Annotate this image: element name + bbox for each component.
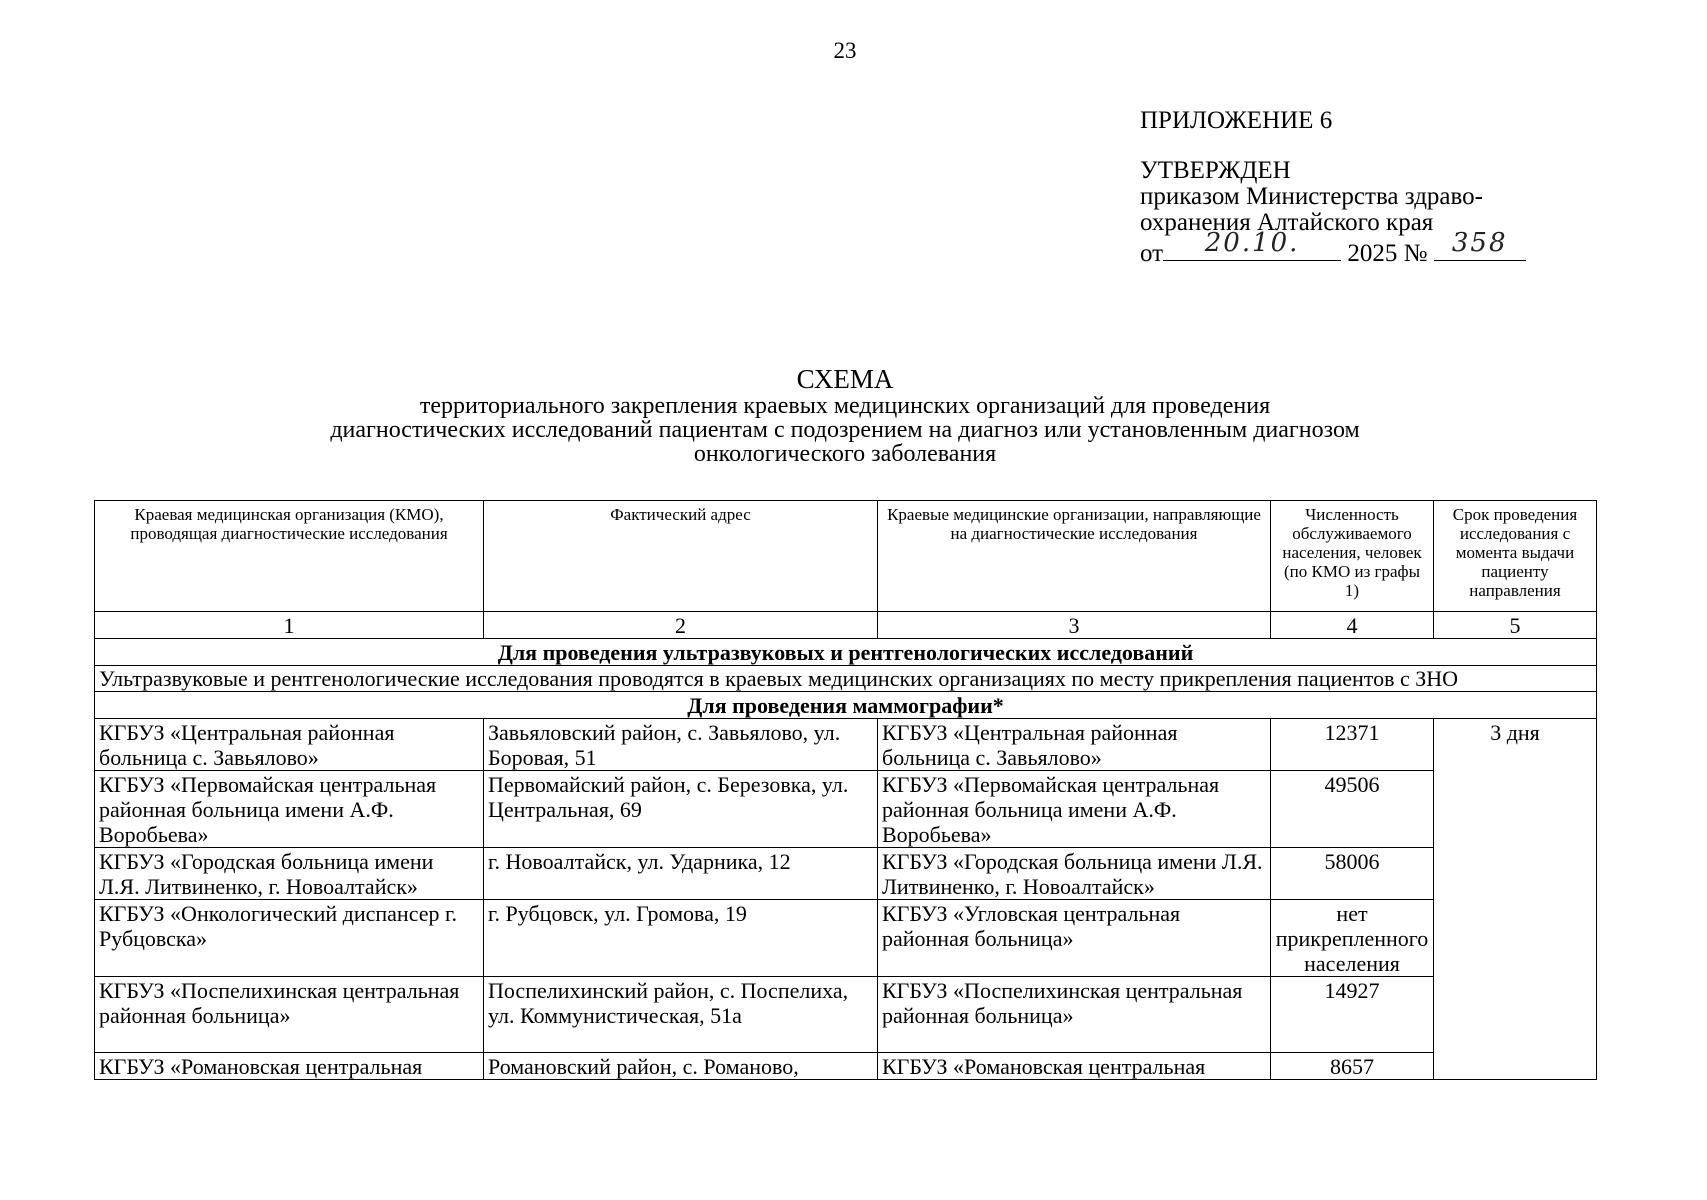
referring-cell: КГБУЗ «Поспелихинская центральная районная больница» — [878, 977, 1271, 1053]
population-cell: 12371 — [1271, 719, 1434, 771]
org-cell: КГБУЗ «Поспелихинская центральная районная больница» — [95, 977, 484, 1053]
date-field — [1163, 228, 1341, 261]
appendix-label: ПРИЛОЖЕНИЕ 6 — [1140, 107, 1333, 134]
address-cell: Первомайский район, с. Березовка, ул. Центральная, 69 — [484, 771, 878, 848]
header-term: Срок проведения исследования с момента выдачи пациенту направления — [1434, 501, 1597, 612]
referring-cell: КГБУЗ «Городская больница имени Л.Я. Литвиненко, г. Новоалтайск» — [878, 848, 1271, 900]
column-number: 1 — [95, 612, 484, 639]
population-cell: нет прикрепленного населения — [1271, 900, 1434, 977]
population-cell: 49506 — [1271, 771, 1434, 848]
address-cell: Завьяловский район, с. Завьялово, ул. Боровая, 51 — [484, 719, 878, 771]
header-address: Фактический адрес — [484, 501, 878, 612]
table-row — [95, 977, 1597, 1053]
from-label: от — [1140, 240, 1164, 267]
address-cell: Поспелихинский район, с. Поспелиха, ул. Коммунистическая, 51а — [484, 977, 878, 1053]
handwritten-number: 358 — [1451, 228, 1508, 258]
referring-cell: КГБУЗ «Центральная районная больница с. Завьялово» — [878, 719, 1271, 771]
referring-cell: КГБУЗ «Угловская центральная районная больница» — [878, 900, 1271, 977]
table-row — [95, 771, 1597, 848]
scheme-table — [94, 500, 1597, 1080]
note-row — [95, 666, 1597, 692]
population-cell: 58006 — [1271, 848, 1434, 900]
header-kmo: Краевая медицинская организация (КМО), проводящая диагностические исследования — [95, 501, 484, 612]
population-cell: 14927 — [1271, 977, 1434, 1053]
org-cell: КГБУЗ «Романовская центральная — [95, 1053, 484, 1080]
title-line1: территориального закрепления краевых медицинских организаций для проведения — [419, 393, 1271, 419]
column-number: 4 — [1271, 612, 1434, 639]
order-number-field — [1434, 228, 1526, 261]
page-number: 23 — [833, 38, 857, 63]
column-number: 3 — [878, 612, 1271, 639]
title-line2: диагностических исследований пациентам с подозрением на диагноз или установленным диагнозом — [330, 417, 1360, 443]
section-header-row — [95, 692, 1597, 719]
org-cell: КГБУЗ «Городская больница имени Л.Я. Литвиненко, г. Новоалтайск» — [95, 848, 484, 900]
approval-order-line2: охранения Алтайского края — [1140, 209, 1434, 236]
column-number: 2 — [484, 612, 878, 639]
approved-label: УТВЕРЖДЕН — [1140, 157, 1291, 184]
org-cell: КГБУЗ «Центральная районная больница с. Завьялово» — [95, 719, 484, 771]
term-cell: 3 дня — [1434, 719, 1597, 1080]
handwritten-date: 20.10. — [1204, 228, 1300, 258]
title-main: СХЕМА — [796, 364, 894, 394]
table-row — [95, 719, 1597, 771]
address-cell: Романовский район, с. Романово, — [484, 1053, 878, 1080]
address-cell: г. Рубцовск, ул. Громова, 19 — [484, 900, 878, 977]
section-header-row — [95, 639, 1597, 666]
document-title — [0, 364, 1690, 466]
approval-order-line1: приказом Министерства здраво- — [1140, 183, 1483, 210]
column-number: 5 — [1434, 612, 1597, 639]
header-referring: Краевые медицинские организации, направляющие на диагностические исследования — [878, 501, 1271, 612]
approval-block — [1140, 108, 1660, 267]
referring-cell: КГБУЗ «Романовская центральная — [878, 1053, 1271, 1080]
column-number-row — [95, 612, 1597, 639]
population-cell: 8657 — [1271, 1053, 1434, 1080]
section-mammography: Для проведения маммографии* — [95, 692, 1597, 719]
table-row — [95, 1053, 1597, 1080]
header-population: Численность обслуживаемого населения, человек (по КМО из графы 1) — [1271, 501, 1434, 612]
note-ultrasound: Ультразвуковые и рентгенологические исследования проводятся в краевых медицинских организациях по месту прикрепления пациентов с ЗНО — [95, 666, 1597, 692]
approval-date-line — [1140, 228, 1660, 267]
year-label: 2025 № — [1347, 240, 1428, 267]
org-cell: КГБУЗ «Онкологический диспансер г. Рубцовска» — [95, 900, 484, 977]
title-line3: онкологического заболевания — [693, 441, 997, 467]
table-header-row — [95, 501, 1597, 612]
section-ultrasound: Для проведения ультразвуковых и рентгенологических исследований — [95, 639, 1597, 666]
org-cell: КГБУЗ «Первомайская центральная районная больница имени А.Ф. Воробьева» — [95, 771, 484, 848]
table-row — [95, 848, 1597, 900]
referring-cell: КГБУЗ «Первомайская центральная районная больница имени А.Ф. Воробьева» — [878, 771, 1271, 848]
address-cell: г. Новоалтайск, ул. Ударника, 12 — [484, 848, 878, 900]
table-row — [95, 900, 1597, 977]
